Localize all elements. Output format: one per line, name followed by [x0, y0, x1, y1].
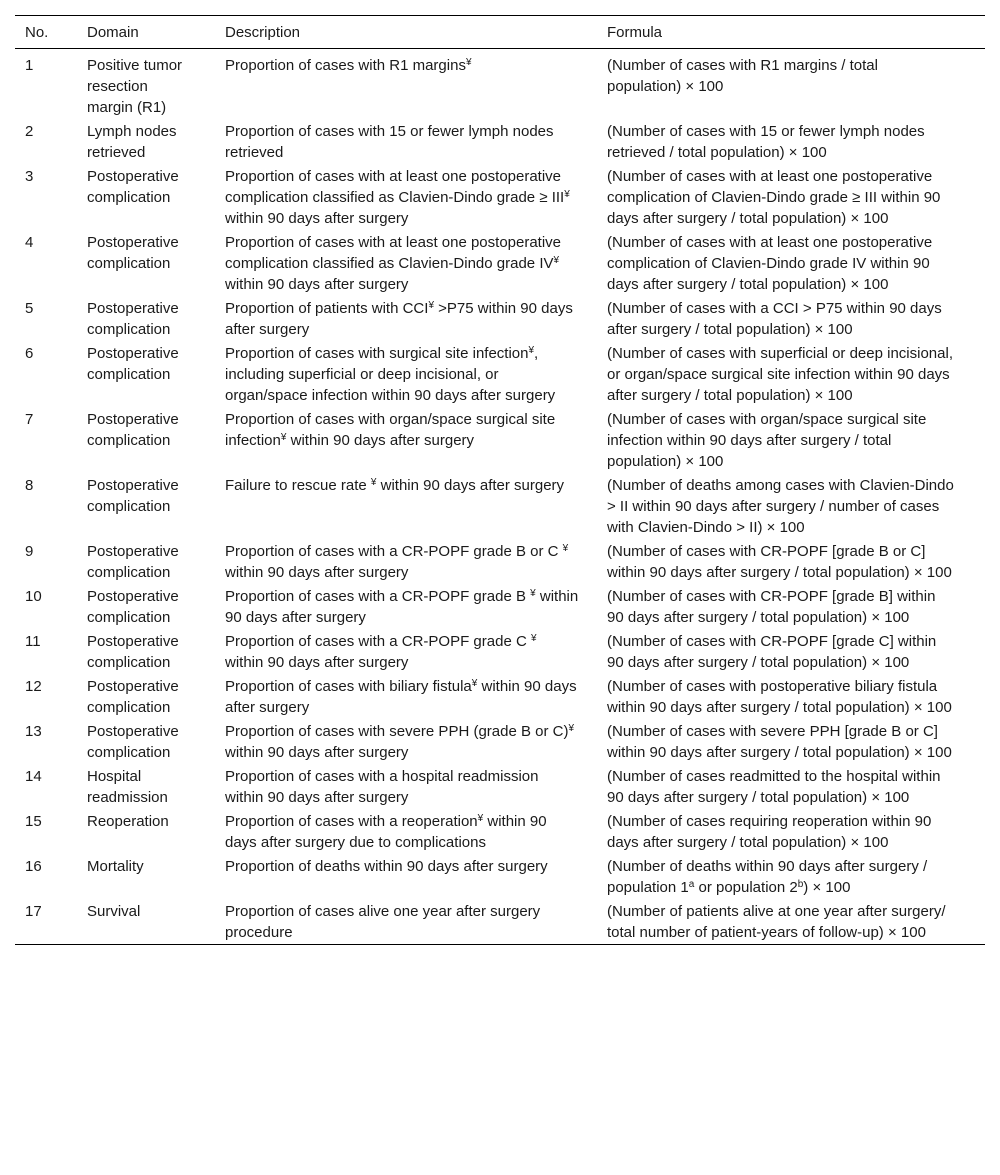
cell-no: 6	[25, 345, 34, 362]
text-segment: (Number of cases requiring reoperation within 90 days after surgery / total population) × 100	[607, 813, 932, 851]
footnote-mark: a	[688, 879, 695, 890]
cell-description	[215, 296, 597, 341]
quality-indicators-table	[15, 15, 985, 945]
cell-formula	[597, 584, 985, 629]
table-row	[15, 539, 985, 584]
footnote-mark: ¥	[553, 255, 560, 266]
text-segment: (Number of patients alive at one year after surgery/ total number of patient-years of follow-up) × 100	[607, 903, 946, 941]
table-row	[15, 764, 985, 809]
text-segment: (Number of cases with superficial or deep incisional, or organ/space surgical site infection within 90 days after surgery / total population) × 100	[607, 345, 953, 404]
text-segment: , including superficial or deep incisional, or organ/space infection within 90 days after surgery	[225, 345, 556, 404]
cell-domain: Postoperative complication	[87, 234, 179, 272]
cell-formula	[597, 230, 985, 296]
text-segment: (Number of cases with organ/space surgical site infection within 90 days after surgery / total population) × 100	[607, 411, 927, 470]
cell-description	[215, 230, 597, 296]
text-segment: Proportion of cases with 15 or fewer lymph nodes retrieved	[225, 123, 554, 161]
cell-domain: Postoperative complication	[87, 588, 179, 626]
table-row	[15, 49, 985, 120]
text-segment: ) × 100	[803, 879, 851, 896]
cell-formula	[597, 674, 985, 719]
cell-domain: Postoperative complication	[87, 345, 179, 383]
text-segment: or population 2	[694, 879, 798, 896]
table-row	[15, 164, 985, 230]
cell-formula	[597, 119, 985, 164]
table-row	[15, 629, 985, 674]
table-row	[15, 296, 985, 341]
text-segment: within 90 days after surgery	[225, 276, 409, 293]
text-segment: within 90 days after surgery	[225, 654, 409, 671]
cell-description	[215, 539, 597, 584]
text-segment: within 90 days after surgery	[225, 678, 577, 716]
cell-formula	[597, 854, 985, 899]
cell-formula	[597, 809, 985, 854]
cell-formula	[597, 899, 985, 945]
cell-no: 16	[25, 858, 42, 875]
text-segment: >P75 within 90 days after surgery	[225, 300, 573, 338]
cell-domain: Postoperative complication	[87, 168, 179, 206]
cell-domain: Postoperative complication	[87, 477, 179, 515]
text-segment: Proportion of patients with CCI	[225, 300, 429, 317]
cell-no: 4	[25, 234, 34, 251]
table-row	[15, 719, 985, 764]
table-row	[15, 809, 985, 854]
text-segment: Failure to rescue rate	[225, 477, 371, 494]
footnote-mark: ¥	[471, 678, 478, 689]
cell-no: 8	[25, 477, 34, 494]
text-segment: Proportion of cases with severe PPH (grade B or C)	[225, 723, 569, 740]
cell-formula	[597, 719, 985, 764]
text-segment: within 90 days after surgery	[225, 564, 409, 581]
table-row	[15, 230, 985, 296]
cell-no: 5	[25, 300, 34, 317]
text-segment: (Number of deaths within 90 days after surgery / population 1	[607, 858, 928, 896]
text-segment: Proportion of cases with at least one postoperative complication classified as Clavien-Dindo grade IV	[225, 234, 562, 272]
text-segment: (Number of cases with CR-POPF [grade B] within 90 days after surgery / total population) × 100	[607, 588, 936, 626]
text-segment: Proportion of cases with a hospital readmission within 90 days after surgery	[225, 768, 539, 806]
text-segment: within 90 days after surgery	[286, 432, 475, 449]
cell-no: 9	[25, 543, 34, 560]
text-segment: (Number of cases with a CCI > P75 within 90 days after surgery / total population) × 100	[607, 300, 942, 338]
cell-domain: Reoperation	[87, 813, 169, 830]
footnote-mark: ¥	[568, 723, 575, 734]
footnote-mark: ¥	[562, 543, 569, 554]
text-segment: (Number of cases with R1 margins / total population) × 100	[607, 57, 878, 95]
text-segment: within 90 days after surgery	[376, 477, 565, 494]
cell-description	[215, 764, 597, 809]
cell-formula	[597, 341, 985, 407]
cell-domain: Mortality	[87, 858, 144, 875]
cell-description	[215, 584, 597, 629]
cell-description	[215, 854, 597, 899]
cell-no: 13	[25, 723, 42, 740]
footnote-mark: ¥	[428, 300, 434, 311]
header-formula: Formula	[607, 24, 663, 41]
cell-formula	[597, 164, 985, 230]
table-body	[15, 49, 985, 945]
footnote-mark: ¥	[370, 477, 377, 488]
text-segment: Proportion of cases with organ/space surgical site infection	[225, 411, 556, 449]
table-row	[15, 341, 985, 407]
cell-no: 3	[25, 168, 34, 185]
table-row	[15, 674, 985, 719]
cell-description	[215, 899, 597, 945]
cell-no: 17	[25, 903, 42, 920]
text-segment: (Number of cases with at least one postoperative complication of Clavien-Dindo grade ≥ III within 90 days after surgery / total population) × 100	[607, 168, 941, 227]
footnote-mark: ¥	[528, 345, 535, 356]
header-description: Description	[225, 24, 301, 41]
text-segment: (Number of cases with postoperative biliary fistula within 90 days after surgery / total population) × 100	[607, 678, 952, 716]
table-header	[15, 16, 985, 49]
header-row	[15, 16, 985, 49]
table-row	[15, 899, 985, 945]
cell-domain: Postoperative complication	[87, 411, 179, 449]
cell-no: 12	[25, 678, 42, 695]
text-segment: within 90 days after surgery	[225, 588, 579, 626]
cell-description	[215, 473, 597, 539]
table-row	[15, 584, 985, 629]
cell-domain: Positive tumor resection margin (R1)	[87, 57, 183, 116]
text-segment: Proportion of cases with a CR-POPF grade C	[225, 633, 531, 650]
text-segment: Proportion of cases with a CR-POPF grade B or C	[225, 543, 563, 560]
cell-description	[215, 629, 597, 674]
cell-formula	[597, 539, 985, 584]
cell-formula	[597, 407, 985, 473]
footnote-mark: ¥	[280, 432, 287, 443]
cell-description	[215, 341, 597, 407]
cell-no: 7	[25, 411, 34, 428]
header-domain: Domain	[87, 24, 139, 41]
footnote-mark: ¥	[530, 633, 537, 644]
cell-domain: Postoperative complication	[87, 543, 179, 581]
cell-no: 11	[25, 633, 41, 650]
cell-no: 2	[25, 123, 34, 140]
text-segment: within 90 days after surgery due to complications	[225, 813, 547, 851]
cell-description	[215, 49, 597, 120]
cell-formula	[597, 296, 985, 341]
text-segment: (Number of cases with 15 or fewer lymph nodes retrieved / total population) × 100	[607, 123, 925, 161]
cell-no: 1	[25, 57, 34, 74]
cell-formula	[597, 764, 985, 809]
text-segment: (Number of cases with CR-POPF [grade B or C] within 90 days after surgery / total population) × 100	[607, 543, 952, 581]
text-segment: (Number of deaths among cases with Clavien-Dindo > II within 90 days after surgery / number of cases with Clavien-Dindo > II) × 100	[607, 477, 954, 536]
text-segment: Proportion of cases with surgical site infection	[225, 345, 529, 362]
cell-description	[215, 809, 597, 854]
cell-formula	[597, 49, 985, 120]
cell-domain: Lymph nodes retrieved	[87, 123, 177, 161]
text-segment: Proportion of cases with at least one postoperative complication classified as Clavien-Dindo grade ≥ III	[225, 168, 565, 206]
cell-formula	[597, 629, 985, 674]
footnote-mark: ¥	[465, 57, 472, 68]
text-segment: Proportion of cases alive one year after surgery procedure	[225, 903, 541, 941]
text-segment: Proportion of deaths within 90 days after surgery	[225, 858, 548, 875]
text-segment: (Number of cases with CR-POPF [grade C] within 90 days after surgery / total population) × 100	[607, 633, 937, 671]
text-segment: Proportion of cases with a CR-POPF grade B	[225, 588, 531, 605]
cell-domain: Postoperative complication	[87, 300, 179, 338]
cell-no: 10	[25, 588, 42, 605]
table-row	[15, 854, 985, 899]
footnote-mark: ¥	[477, 813, 484, 824]
text-segment: Proportion of cases with R1 margins	[225, 57, 466, 74]
cell-no: 14	[25, 768, 42, 785]
footnote-mark: ¥	[530, 588, 536, 599]
cell-description	[215, 119, 597, 164]
text-segment: within 90 days after surgery	[225, 744, 409, 761]
header-no: No.	[25, 24, 49, 41]
text-segment: within 90 days after surgery	[225, 210, 409, 227]
cell-formula	[597, 473, 985, 539]
cell-domain: Postoperative complication	[87, 633, 179, 671]
cell-description	[215, 164, 597, 230]
cell-domain: Survival	[87, 903, 141, 920]
cell-description	[215, 407, 597, 473]
cell-description	[215, 674, 597, 719]
table-row	[15, 119, 985, 164]
cell-domain: Postoperative complication	[87, 678, 179, 716]
text-segment: Proportion of cases with a reoperation	[225, 813, 478, 830]
text-segment: (Number of cases with severe PPH [grade B or C] within 90 days after surgery / total population) × 100	[607, 723, 952, 761]
footnote-mark: ¥	[564, 189, 570, 200]
footnote-mark: b	[797, 879, 804, 890]
text-segment: (Number of cases readmitted to the hospital within 90 days after surgery / total population) × 100	[607, 768, 941, 806]
cell-description	[215, 719, 597, 764]
cell-domain: Hospital readmission	[87, 768, 168, 806]
text-segment: (Number of cases with at least one postoperative complication of Clavien-Dindo grade IV within 90 days after surgery / total population) × 100	[607, 234, 933, 293]
table-row	[15, 407, 985, 473]
cell-domain: Postoperative complication	[87, 723, 179, 761]
cell-no: 15	[25, 813, 42, 830]
table-row	[15, 473, 985, 539]
text-segment: Proportion of cases with biliary fistula	[225, 678, 472, 695]
